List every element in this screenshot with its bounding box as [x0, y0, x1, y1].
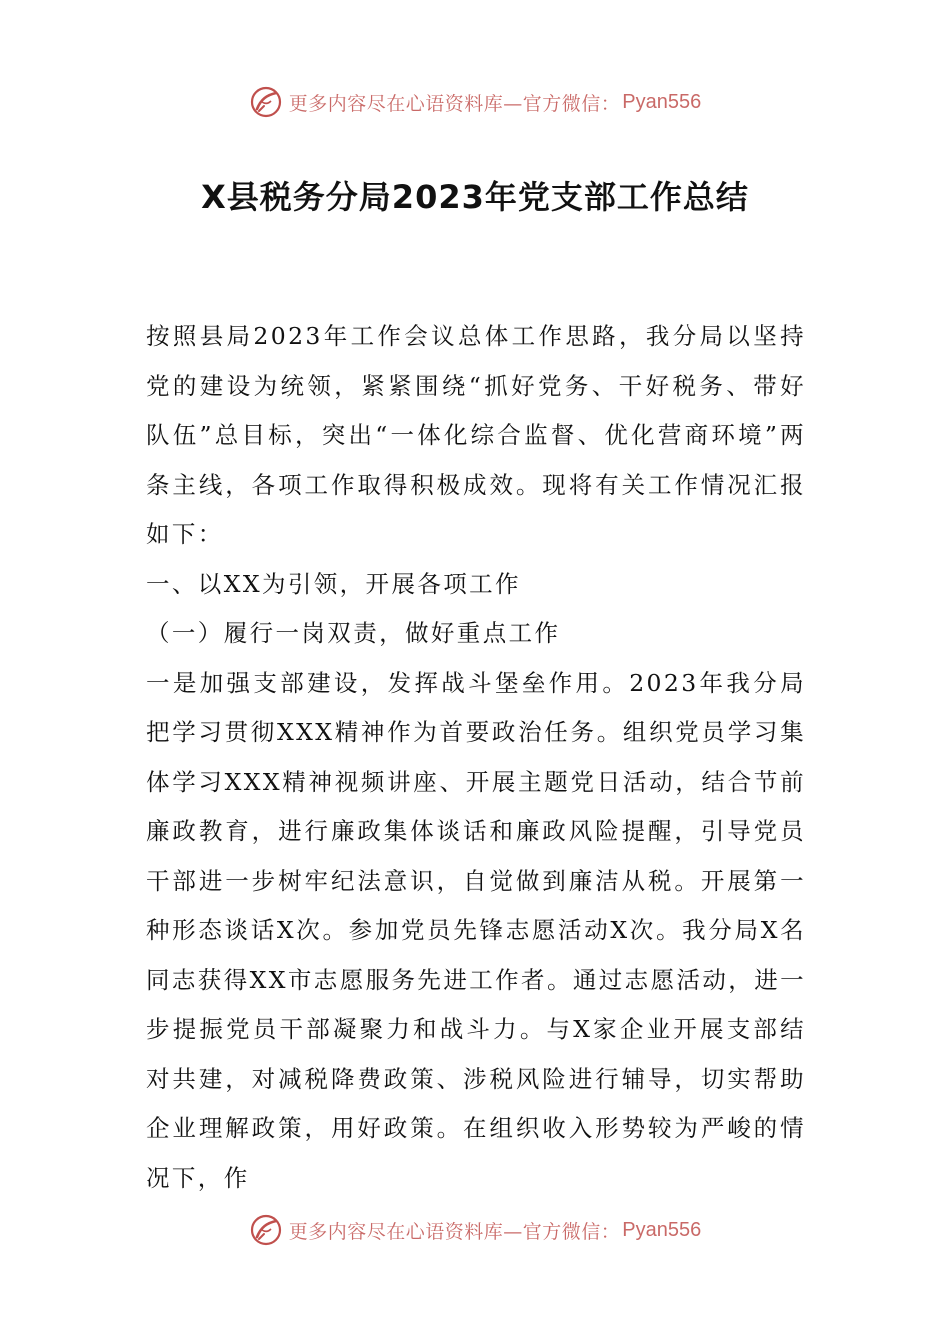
- document-body: [146, 312, 806, 1203]
- section-heading: 一、以XX为引领，开展各项工作: [146, 569, 521, 598]
- pen-seal-icon: [249, 85, 283, 119]
- subsection-heading: （一）履行一岗双责，做好重点工作: [146, 619, 561, 647]
- watermark-footer: [0, 1210, 950, 1250]
- paragraph-intro: 按照县局2023年工作会议总体工作思路，我分局以坚持党的建设为统领，紧紧围绕“抓好党务、干好税务、带好队伍”总目标，突出“一体化综合监督、优化营商环境”两条主线，各项工作取得积极成效。现将有关工作情况汇报如下：: [146, 322, 806, 548]
- watermark-text: 更多内容尽在心语资料库—官方微信：: [288, 1220, 621, 1243]
- watermark-wechat-id: Pyan556: [622, 90, 702, 113]
- watermark-wechat-id: Pyan556: [622, 1218, 702, 1241]
- paragraph-body: 一是加强支部建设，发挥战斗堡垒作用。2023年我分局把学习贯彻XXX精神作为首要政治任务。组织党员学习集体学习XXX精神视频讲座、开展主题党日活动，结合节前廉政教育，进行廉政集体谈话和廉政风险提醒，引导党员干部进一步树牢纪法意识，自觉做到廉洁从税。开展第一种形态谈话X次。参加党员先锋志愿活动X次。我分局X名同志获得XX市志愿服务先进工作者。通过志愿活动，进一步提振党员干部凝聚力和战斗力。与X家企业开展支部结对共建，对减税降费政策、涉税风险进行辅导，切实帮助企业理解政策，用好政策。在组织收入形势较为严峻的情况下，作: [146, 668, 806, 1192]
- watermark-text: 更多内容尽在心语资料库—官方微信：: [288, 92, 621, 115]
- watermark-header: [0, 82, 950, 122]
- pen-seal-icon: [249, 1213, 283, 1247]
- document-title: X县税务分局2023年党支部工作总结: [201, 178, 749, 216]
